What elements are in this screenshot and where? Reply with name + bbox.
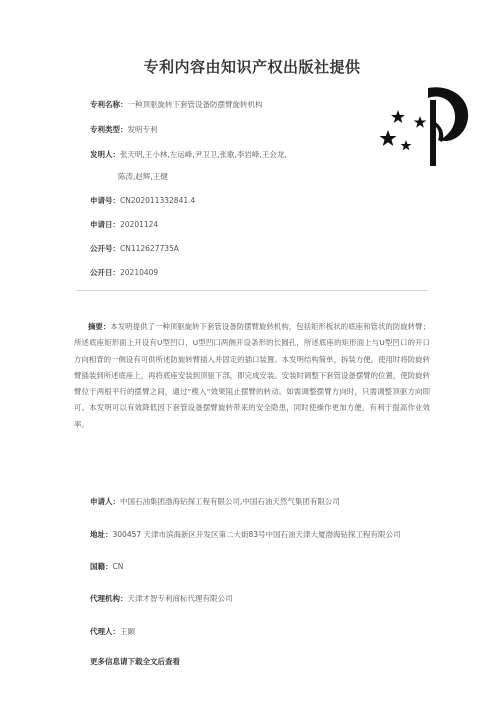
abstract-label: 摘要： [88,322,111,331]
application-number-label: 申请号： [90,196,120,205]
patent-type-value: 发明专利 [127,125,158,134]
publication-date-label: 公开日： [90,268,120,277]
application-date-label: 申请日： [90,220,120,229]
download-more-link[interactable]: 更多信息请下载全文后查看 [90,657,180,666]
patent-name-row [90,100,263,110]
application-number-row [90,196,195,206]
publication-date-row [90,268,158,278]
publication-number-value: CN112627735A [120,244,179,253]
patent-type-label: 专利类型： [90,125,128,134]
emblem-stem [430,100,436,166]
publication-number-row [90,244,179,254]
agent-row [90,627,135,637]
country-label: 国籍： [90,562,113,571]
agent-value: 王顕 [120,627,135,636]
address-value: 300457 天津市滨海新区开发区第二大街83号中国石油天津大厦渤海钻探工程有限公司 [112,530,401,539]
country-row [90,562,123,572]
patent-name-value: 一种顶驱旋转下套管设备防摆臂旋转机构 [127,100,263,109]
star-icon [414,116,427,128]
star-icon [380,130,397,146]
section-divider [76,290,428,291]
page-title: 专利内容由知识产权出版社提供 [143,58,361,76]
inventors-label: 发明人： [90,150,120,159]
address-label: 地址： [90,530,113,539]
agency-value: 天津才智专利商标代理有限公司 [127,594,233,603]
applicant-label: 申请人： [90,497,120,506]
patent-type-row [90,125,158,135]
patent-name-label: 专利名称： [90,100,128,109]
applicant-row [90,497,340,507]
star-icon [391,110,405,123]
country-value: CN [112,562,124,571]
abstract [74,319,430,433]
inventors-row-2 [118,172,168,182]
address-row [90,530,401,540]
inventors-value-line2: 陈涛,赵辉,王健 [118,172,168,181]
inventors-row [90,150,287,160]
agent-label: 代理人： [90,627,120,636]
abstract-text: 本发明提供了一种顶驱旋转下套管设备防摆臂旋转机构，包括矩形板状的底座和管状的防旋转臂；所述底座矩形面上开设有U型凹口，U型凹口两侧开设条形的长圆孔，所述底座的矩形面上与U型凹口的开口方向相背的一侧设有可供所述防旋转臂插入并固定的插口装置。本发明结构简单，拆装方便。使用时将防旋转臂插装到所述底座上，再将底座安装到顶驱下部，即完成安装。安装时调整下套管设备摆臂的位置，使防旋转臂位于两根平行的摆臂之间，通过“楔入”效果阻止摆臂的转动。如需调整摆臂方向时，只需调整顶驱方向即可。本发明可以有效降低因下套管设备摆臂旋转带来的安全隐患，同时使操作更加方便，有利于提高作业效率。 [74,322,430,429]
agency-row [90,594,233,604]
publication-number-label: 公开号： [90,244,120,253]
sipo-emblem-icon [370,80,480,170]
inventors-value-line1: 张天明,王小林,左运峰,尹卫卫,张歌,李岩峰,王会龙, [120,150,287,159]
application-date-row [90,220,158,230]
applicant-value: 中国石油集团渤海钻探工程有限公司,中国石油天然气集团有限公司 [120,497,340,506]
star-icon [401,140,412,150]
agency-label: 代理机构： [90,594,128,603]
publication-date-value: 20210409 [120,268,159,277]
application-number-value: CN202011332841.4 [120,196,196,205]
application-date-value: 20201124 [120,220,159,229]
